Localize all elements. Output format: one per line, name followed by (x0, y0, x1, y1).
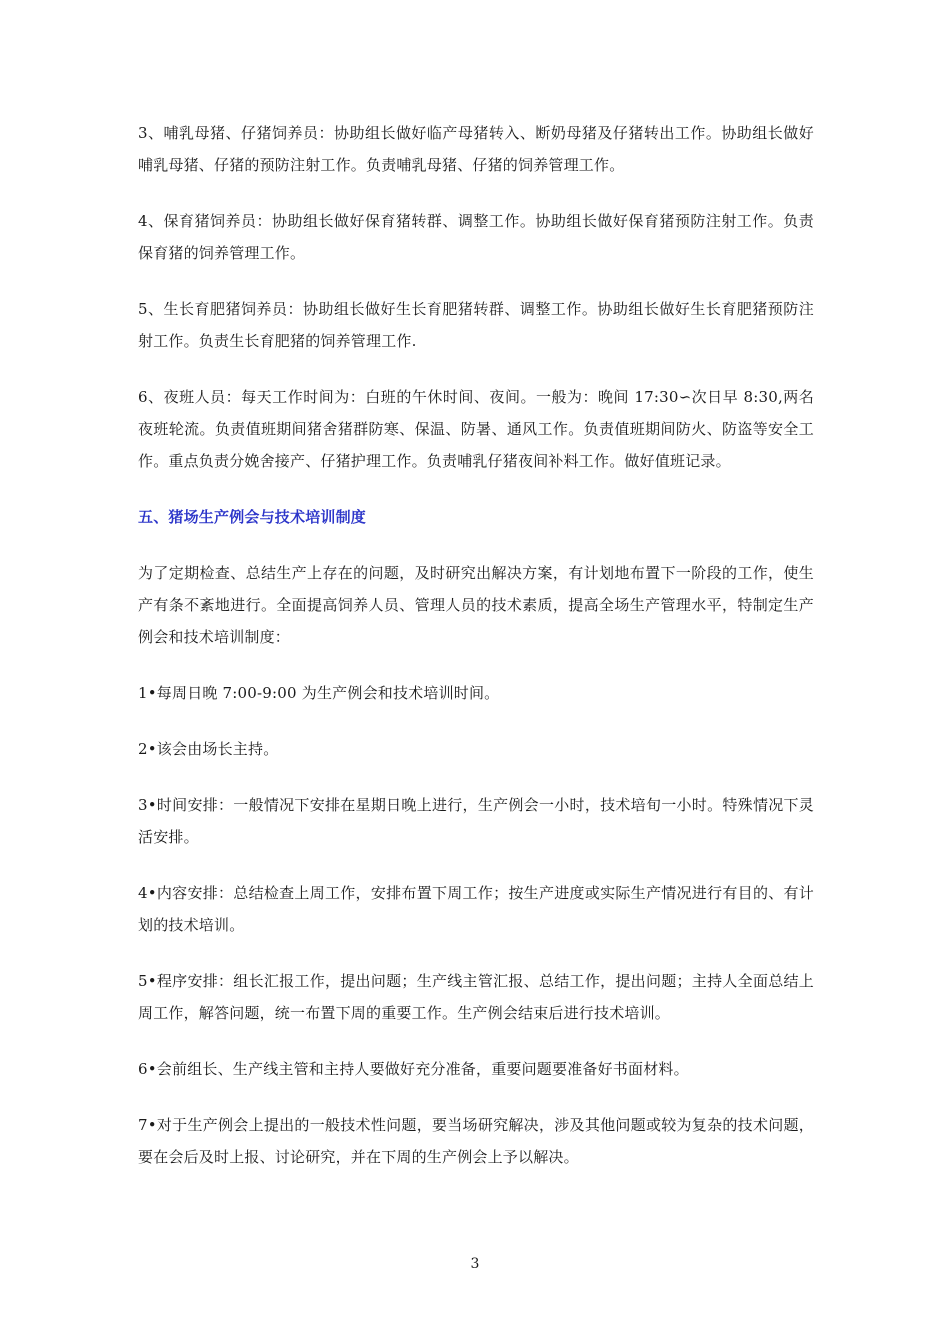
rule-item: 5•程序安排：组长汇报工作，提出问题；生产线主管汇报、总结工作，提出问题；主持人全面总结上周工作，解答问题，统一布置下周的重要工作。生产例会结束后进行技术培训。 (138, 972, 814, 1022)
paragraph-finishing-pig-keeper: 5、生长育肥猪饲养员：协助组长做好生长育肥猪转群、调整工作。协助组长做好生长育肥猪预防注射工作。负责生长育肥猪的饲养管理工作. (138, 300, 814, 350)
rule-item: 1•每周日晚 7:00-9:00 为生产例会和技术培训时间。 (138, 684, 500, 702)
paragraph-nursery-pig-keeper: 4、保育猪饲养员：协助组长做好保育猪转群、调整工作。协助组长做好保育猪预防注射工作。负责保育猪的饲养管理工作。 (138, 212, 814, 262)
section-intro: 为了定期检查、总结生产上存在的问题，及时研究出解决方案，有计划地布置下一阶段的工作，使生产有条不紊地进行。全面提高饲养人员、管理人员的技术素质，提高全场生产管理水平，特制定生产例会和技术培训制度： (138, 564, 814, 646)
paragraph-night-shift: 6、夜班人员：每天工作时间为：白班的午休时间、夜间。一般为：晚间 17:30∽次日早 8:30,两名夜班轮流。负责值班期间猪舍猪群防寒、保温、防暑、通风工作。负责值班期间防火、防盗等安全工作。重点负责分娩舍接产、仔猪护理工作。负责哺乳仔猪夜间补料工作。做好值班记录。 (138, 388, 814, 470)
paragraph-nursing-sow-keeper: 3、哺乳母猪、仔猪饲养员：协助组长做好临产母猪转入、断奶母猪及仔猪转出工作。协助组长做好哺乳母猪、仔猪的预防注射工作。负责哺乳母猪、仔猪的饲养管理工作。 (138, 124, 814, 174)
page-number: 3 (470, 1256, 480, 1272)
section-heading: 五、猪场生产例会与技术培训制度 (138, 508, 367, 526)
rule-item: 7•对于生产例会上提出的一般技术性问题，要当场研究解决，涉及其他问题或较为复杂的技术问题，要在会后及时上报、讨论研究，并在下周的生产例会上予以解决。 (138, 1116, 814, 1166)
rule-item: 2•该会由场长主持。 (138, 740, 279, 758)
rule-item: 4•内容安排：总结检查上周工作，安排布置下周工作；按生产进度或实际生产情况进行有目的、有计划的技术培训。 (138, 884, 814, 934)
rule-item: 3•时间安排：一般情况下安排在星期日晚上进行，生产例会一小时，技术培旬一小时。特殊情况下灵活安排。 (138, 796, 814, 846)
document-body (138, 117, 814, 1197)
rule-item: 6•会前组长、生产线主管和主持人要做好充分准备，重要问题要准备好书面材料。 (138, 1060, 689, 1078)
